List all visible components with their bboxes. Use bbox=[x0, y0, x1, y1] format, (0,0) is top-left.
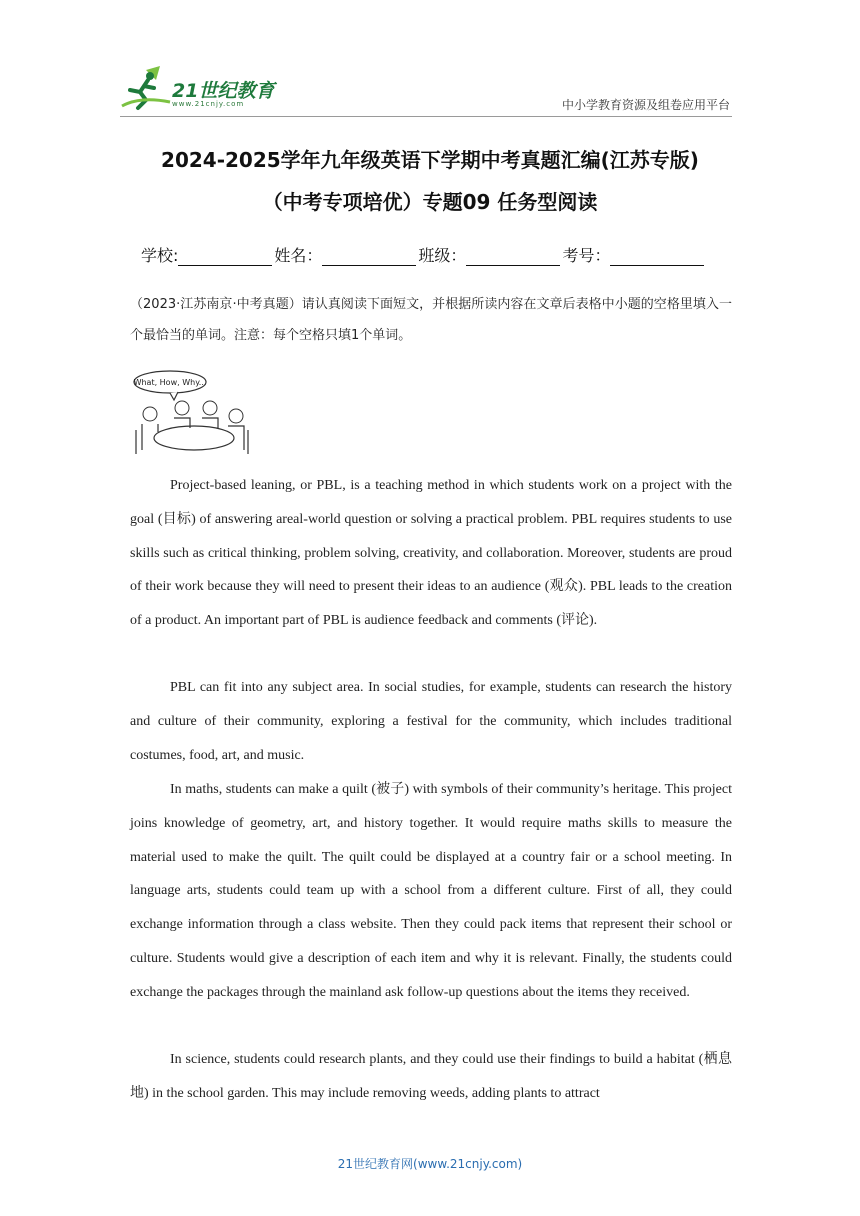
school-blank[interactable] bbox=[178, 249, 272, 266]
paragraph-1: Project-based leaning, or PBL, is a teaching method in which students work on a project with the goal (目标) of answering areal-world question or solving a practical problem. PBL requires students to use skills such as critical thinking, problem solving, creativity, and collaboration. Moreover, students are proud of their work because they will need to present their ideas to an audience (观众). PBL leads to the creation of a product. An important part of PBL is audience feedback and comments (评论). bbox=[130, 478, 732, 629]
name-blank[interactable] bbox=[322, 249, 416, 266]
class-blank[interactable] bbox=[466, 249, 560, 266]
paragraph-4: In science, students could research plants, and they could use their findings to build a habitat (栖息地) in the school garden. This may include removing weeds, adding plants to attract bbox=[130, 1052, 732, 1101]
logo-url: www.21cnjy.com bbox=[172, 100, 245, 108]
page-subtitle: （中考专项培优）专题09 任务型阅读 bbox=[262, 190, 598, 214]
page-header bbox=[120, 66, 732, 117]
class-label: 班级： bbox=[418, 246, 467, 265]
paragraph-3: In maths, students can make a quilt (被子) with symbols of their community’s heritage. This project joins knowledge of geometry, art, and history together. It would require maths skills to measure the material used to make the quilt. The quilt could be displayed at a country fair or a school meeting. In language arts, students could team up with a school from a different culture. First of all, they could exchange information through a class website. Then they could pack items that represent their school or culture. Students would give a description of each item and why it is relevant. Finally, the students could exchange the packages through the mainland ask follow-up questions about the items they received. bbox=[130, 782, 732, 1000]
runner-logo-icon bbox=[120, 66, 172, 112]
logo bbox=[120, 66, 290, 114]
platform-label: 中小学教育资源及组卷应用平台 bbox=[561, 98, 730, 112]
speech-bubble-text: What, How, Why... bbox=[133, 378, 207, 387]
number-blank[interactable] bbox=[610, 249, 704, 266]
instructions: （2023·江苏南京·中考真题）请认真阅读下面短文，并根据所读内容在文章后表格中小题的空格里填入一个最恰当的单词。注意：每个空格只填1个单词。 bbox=[130, 297, 732, 343]
number-label: 考号： bbox=[562, 246, 611, 265]
students-discussion-illustration bbox=[130, 368, 254, 460]
name-label: 姓名： bbox=[274, 246, 323, 265]
page-footer[interactable]: 21世纪教育网(www.21cnjy.com) bbox=[337, 1157, 523, 1171]
paragraph-2: PBL can fit into any subject area. In social studies, for example, students can research the history and culture of their community, exploring a festival for the community, which includes traditional costumes, food, art, and music. bbox=[130, 680, 732, 763]
school-label: 学校: bbox=[141, 246, 179, 265]
logo-text: 21世纪教育 bbox=[172, 80, 275, 102]
page-title: 2024-2025学年九年级英语下学期中考真题汇编(江苏专版) bbox=[161, 148, 699, 172]
student-info-line bbox=[141, 243, 706, 266]
